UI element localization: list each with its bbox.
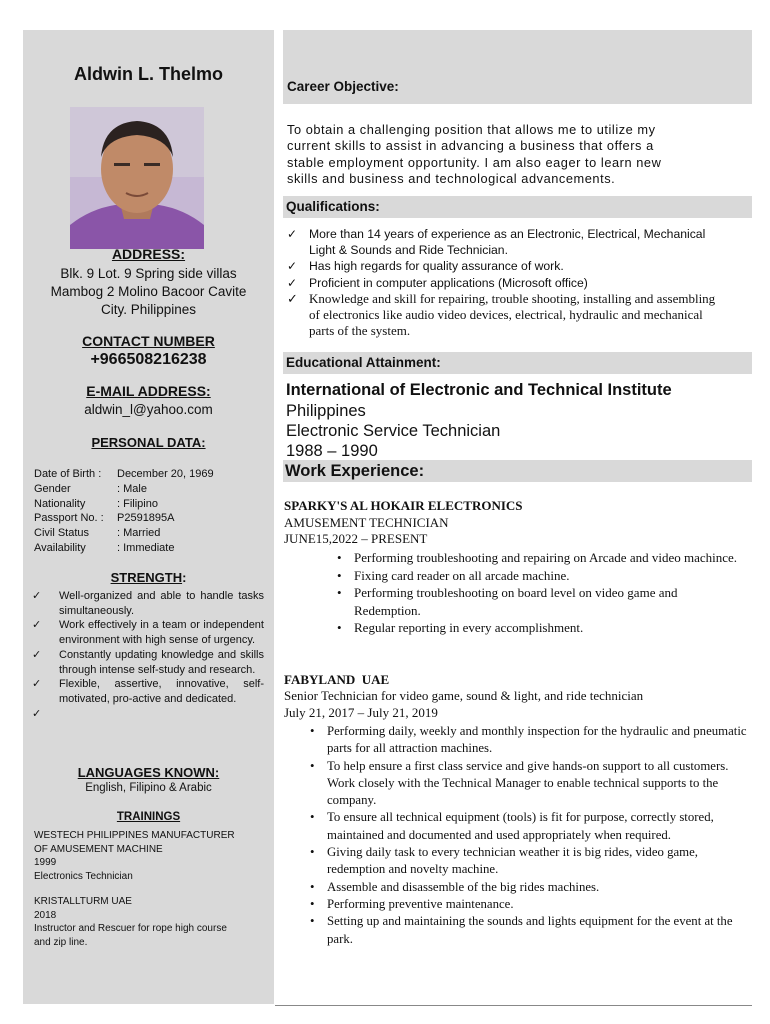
qualification-text: More than 14 years of experience as an Electronic, Electrical, Mechanical Light & Sounds and Ride Technician.: [309, 227, 706, 258]
list-item: [310, 844, 748, 879]
list-item: [32, 618, 264, 647]
bottom-rule: [275, 1005, 752, 1006]
personal-value: : Married: [117, 527, 161, 539]
strength-text: Flexible, assertive, innovative, self-motivated, pro-active and dedicated.: [59, 678, 264, 705]
duty-text: To help ensure a first class service and give hands-on support to all customers. Work closely with the Technical Manager to enable technical supports to the company.: [327, 758, 729, 808]
education-years: 1988 – 1990: [286, 442, 378, 460]
list-item: [32, 589, 264, 618]
duty-text: Fixing card reader on all arcade machine.: [354, 567, 570, 583]
contact-number: +966508216238: [90, 351, 207, 368]
duty-text: Performing daily, weekly and monthly inspection for the hydraulic and pneumatic parts for all attraction machines.: [327, 724, 747, 756]
list-item: [310, 896, 748, 913]
objective-line: stable employment opportunity. I am also eager to learn new: [287, 154, 662, 170]
training-line: Instructor and Rescuer for rope high course: [34, 923, 227, 935]
bullet-icon: •: [310, 810, 315, 825]
address-line: City. Philippines: [100, 302, 197, 317]
duty-text: Performing troubleshooting on board level on video game and Redemption.: [354, 585, 678, 618]
strength-text: Constantly updating knowledge and skills through intense self-study and research.: [59, 648, 264, 676]
duty-text: Performing troubleshooting and repairing on Arcade and video machince.: [354, 550, 738, 565]
training-line: and zip line.: [34, 936, 88, 948]
bullet-icon: •: [310, 758, 315, 773]
personal-label: Passport No. :: [34, 512, 104, 524]
qualification-text: Proficient in computer applications (Microsoft office): [309, 275, 588, 290]
objective-header: Career Objective:: [287, 79, 399, 94]
training-entry: [34, 895, 227, 949]
checkmark-icon: ✓: [32, 648, 42, 661]
personal-row-passport: [34, 512, 175, 524]
list-item: [32, 707, 264, 722]
objective-text: [287, 122, 757, 187]
languages-value: English, Filipino & Arabic: [85, 782, 212, 794]
list-item: [287, 226, 727, 258]
address-header: ADDRESS:: [111, 246, 186, 262]
qualification-text: Has high regards for quality assurance of work.: [309, 259, 564, 274]
duty-text: Giving daily task to every technician weather it is big rides, video game, redemption and novelty machine.: [327, 845, 699, 877]
personal-value: December 20, 1969: [117, 468, 214, 480]
checkmark-icon: ✓: [32, 619, 42, 632]
list-item: [287, 291, 727, 340]
duty-text: Assemble and disassemble of the big rides machines.: [327, 879, 600, 894]
bullet-icon: •: [310, 896, 315, 911]
personal-value: : Filipino: [117, 498, 158, 510]
list-item: [310, 758, 748, 810]
list-item: [337, 549, 747, 567]
training-line: OF AMUSEMENT MACHINE: [34, 843, 163, 855]
checkmark-icon: ✓: [287, 290, 298, 306]
job-duties-list: [310, 723, 748, 948]
training-line: 2018: [34, 909, 57, 921]
personal-row-civil-status: [34, 527, 160, 539]
job-title: AMUSEMENT TECHNICIAN: [284, 515, 449, 530]
list-item: [310, 879, 748, 896]
duty-text: To ensure all technical equipment (tools) is fit for purpose, correctly stored, maintained and documented and used appropriately when required.: [327, 810, 714, 842]
contact-header: CONTACT NUMBER: [82, 333, 215, 349]
list-item: [32, 677, 264, 706]
list-item: [287, 258, 727, 274]
personal-label: Gender: [34, 483, 71, 495]
email-header: E-MAIL ADDRESS:: [86, 383, 211, 399]
profile-photo: [70, 107, 204, 249]
list-item: [337, 619, 747, 637]
job-duties-list: [337, 549, 747, 637]
address-line: Mambog 2 Molino Bacoor Cavite: [50, 284, 247, 299]
personal-label: Nationality: [34, 498, 86, 510]
checkmark-icon: ✓: [287, 227, 298, 241]
objective-line: current skills to assist in advancing a business that offers a: [287, 138, 654, 154]
list-item: [310, 913, 748, 948]
course-name: Electronic Service Technician: [286, 422, 501, 440]
bullet-icon: •: [337, 620, 342, 635]
school-country: Philippines: [286, 402, 366, 420]
address-line: Blk. 9 Lot. 9 Spring side villas: [60, 266, 237, 281]
list-item: [310, 809, 748, 844]
strength-list: [32, 589, 264, 722]
checkmark-icon: ✓: [32, 678, 42, 691]
strength-header: [23, 570, 274, 585]
job-title: Senior Technician for video game, sound & light, and ride technician: [284, 688, 644, 703]
qualification-text: Knowledge and skill for repairing, trouble shooting, installing and assembling of electronics like audio video devices, electrical, hydraulic and mechanical parts of the system.: [309, 290, 716, 339]
school-name: International of Electronic and Technical Institute: [286, 381, 672, 399]
list-item: [337, 584, 747, 619]
personal-row-gender: [34, 483, 147, 495]
email-value: aldwin_l@yahoo.com: [84, 402, 213, 417]
job-company: FABYLAND UAE: [284, 672, 390, 687]
education-header: Educational Attainment:: [283, 352, 752, 374]
person-portrait-icon: [70, 107, 204, 249]
personal-label: Availability: [34, 542, 86, 554]
strength-title: STRENGTH: [110, 570, 183, 585]
training-line: 1999: [34, 857, 57, 869]
personal-row-nationality: [34, 498, 158, 510]
bullet-icon: •: [310, 724, 315, 738]
duty-text: Regular reporting in every accomplishment.: [354, 620, 584, 635]
personal-value: : Immediate: [117, 542, 175, 554]
job-company: SPARKY'S AL HOKAIR ELECTRONICS: [284, 498, 523, 513]
job-dates: JUNE15,2022 – PRESENT: [284, 531, 428, 546]
personal-value: : Male: [117, 483, 147, 495]
checkmark-icon: ✓: [287, 259, 298, 274]
training-line: Electronics Technician: [34, 870, 133, 882]
work-header: Work Experience:: [283, 460, 752, 482]
personal-value: P2591895A: [117, 512, 175, 524]
qualifications-header: Qualifications:: [283, 196, 752, 218]
candidate-name: Aldwin L. Thelmo: [74, 64, 223, 84]
checkmark-icon: ✓: [32, 707, 42, 720]
bullet-icon: •: [337, 550, 342, 565]
training-line: WESTECH PHILIPPINES MANUFACTURER: [34, 830, 235, 841]
bullet-icon: •: [310, 879, 315, 894]
list-item: [337, 567, 747, 585]
list-item: [287, 275, 727, 291]
languages-header: LANGUAGES KNOWN:: [77, 765, 220, 780]
personal-row-availability: [34, 542, 174, 554]
checkmark-icon: ✓: [32, 590, 42, 602]
qualifications-list: [287, 226, 727, 339]
bullet-icon: •: [337, 585, 342, 600]
list-item: [310, 723, 748, 758]
bullet-icon: •: [310, 845, 315, 860]
duty-text: Performing preventive maintenance.: [327, 896, 514, 911]
duty-text: Setting up and maintaining the sounds and lights equipment for the event at the park.: [327, 914, 733, 946]
bullet-icon: •: [310, 914, 315, 929]
training-entry: [34, 829, 235, 883]
training-line: KRISTALLTURM UAE: [34, 896, 132, 907]
objective-line: skills and business and technological advancements.: [287, 170, 616, 186]
strength-text: Well-organized and able to handle tasks simultaneously.: [59, 590, 264, 617]
list-item: [32, 648, 264, 677]
checkmark-icon: ✓: [287, 275, 298, 290]
job-dates: July 21, 2017 – July 21, 2019: [284, 705, 438, 720]
objective-line: To obtain a challenging position that allows me to utilize my: [287, 122, 656, 137]
personal-data-header: PERSONAL DATA:: [91, 435, 206, 450]
personal-row-dob: [34, 468, 214, 480]
personal-label: Civil Status: [34, 527, 90, 539]
address-block: [23, 265, 274, 319]
personal-label: Date of Birth :: [34, 468, 102, 480]
strength-text: Work effectively in a team or independent environment with high sense of urgency.: [59, 619, 264, 647]
strength-colon: :: [182, 570, 187, 585]
trainings-header: TRAININGS: [116, 811, 181, 823]
bullet-icon: •: [337, 567, 342, 583]
